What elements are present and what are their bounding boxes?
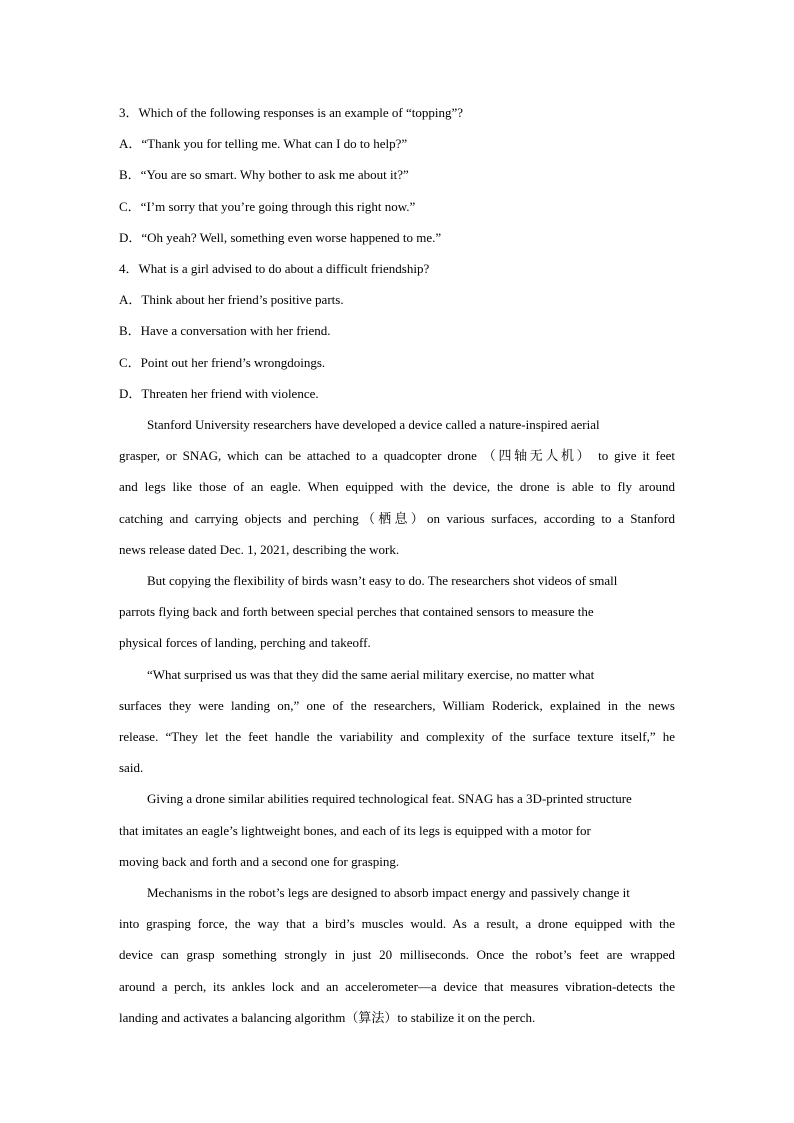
- text-line: But copying the flexibility of birds wasn’t easy to do. The researchers shot videos of small: [147, 573, 618, 589]
- text-line: physical forces of landing, perching and takeoff.: [119, 635, 371, 651]
- document-page: [119, 97, 675, 1033]
- text-line: parrots flying back and forth between special perches that contained sensors to measure the: [119, 604, 594, 620]
- text-line: into grasping force, the way that a bird’s muscles would. As a result, a drone equipped with the: [119, 916, 675, 932]
- text-line: and legs like those of an eagle. When equipped with the device, the drone is able to fly around: [119, 479, 675, 495]
- option-b: B．“You are so smart. Why bother to ask me about it?”: [119, 167, 409, 183]
- text-line: that imitates an eagle’s lightweight bones, and each of its legs is equipped with a motor for: [119, 822, 591, 838]
- text-line: “What surprised us was that they did the same aerial military exercise, no matter what: [147, 666, 595, 682]
- text-line: landing and activates a balancing algorithm（算法）to stabilize it on the perch.: [119, 1009, 536, 1025]
- text-line: Stanford University researchers have developed a device called a nature-inspired aerial: [147, 417, 600, 433]
- text-line: surfaces they were landing on,” one of the researchers, William Roderick, explained in the news: [119, 697, 675, 713]
- option-d: D．Threaten her friend with violence.: [119, 385, 319, 401]
- text-line: release. “They let the feet handle the variability and complexity of the surface texture itself,” he: [119, 729, 675, 745]
- option-c: C．“I’m sorry that you’re going through this right now.”: [119, 198, 416, 214]
- text-line: catching and carrying objects and perching（栖息）on various surfaces, according to a Stanford: [119, 510, 675, 526]
- text-line: Mechanisms in the robot’s legs are designed to absorb impact energy and passively change it: [147, 885, 630, 901]
- reading-passage: [119, 409, 675, 1033]
- paragraph-2: [119, 565, 675, 659]
- option-d: D．“Oh yeah? Well, something even worse happened to me.”: [119, 229, 442, 245]
- question-3: [119, 97, 675, 253]
- text-line: grasper, or SNAG, which can be attached to a quadcopter drone （四轴无人机） to give it feet: [119, 448, 675, 464]
- text-line: said.: [119, 760, 144, 776]
- text-line: device can grasp something strongly in just 20 milliseconds. Once the robot’s feet are wrapped: [119, 947, 675, 963]
- option-b: B．Have a conversation with her friend.: [119, 323, 331, 339]
- paragraph-5: [119, 877, 675, 1033]
- paragraph-3: [119, 659, 675, 784]
- text-line: around a perch, its ankles lock and an accelerometer—a device that measures vibration-detects the: [119, 978, 675, 994]
- option-a: A．“Thank you for telling me. What can I do to help?”: [119, 136, 408, 152]
- text-line: Giving a drone similar abilities required technological feat. SNAG has a 3D-printed structure: [147, 791, 632, 807]
- option-c: C．Point out her friend’s wrongdoings.: [119, 354, 326, 370]
- question-stem: 4．What is a girl advised to do about a difficult friendship?: [119, 261, 430, 277]
- paragraph-1: [119, 409, 675, 565]
- text-line: moving back and forth and a second one for grasping.: [119, 853, 400, 869]
- paragraph-4: [119, 783, 675, 877]
- question-stem: 3．Which of the following responses is an example of “topping”?: [119, 105, 464, 120]
- option-a: A．Think about her friend’s positive parts.: [119, 292, 344, 308]
- text-line: news release dated Dec. 1, 2021, describing the work.: [119, 541, 400, 557]
- question-4: [119, 253, 675, 409]
